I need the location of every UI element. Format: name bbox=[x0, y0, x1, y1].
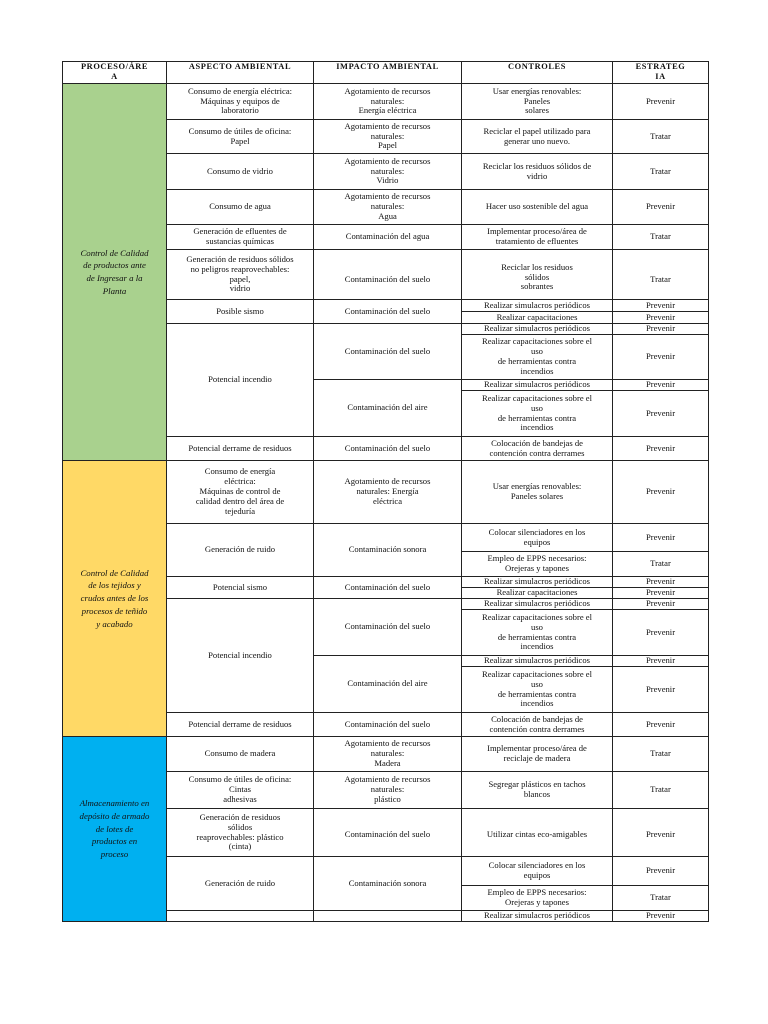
impacto-cell: Contaminación del agua bbox=[314, 225, 462, 250]
estrategia-cell: Tratar bbox=[613, 225, 709, 250]
aspecto-cell: Generación de residuos sólidos no peligros reaprovechables: papel, vidrio bbox=[167, 250, 314, 300]
controles-cell: Colocar silenciadores en los equipos bbox=[462, 857, 613, 886]
estrategia-cell: Tratar bbox=[613, 154, 709, 190]
controles-cell: Implementar proceso/área de reciclaje de madera bbox=[462, 737, 613, 772]
estrategia-cell: Prevenir bbox=[613, 391, 709, 437]
estrategia-cell: Prevenir bbox=[613, 380, 709, 391]
controles-cell: Colocar silenciadores en los equipos bbox=[462, 524, 613, 552]
controles-cell: Empleo de EPPS necesarios: Orejeras y tapones bbox=[462, 886, 613, 911]
impacto-cell: Agotamiento de recursos naturales: plástico bbox=[314, 772, 462, 809]
impacto-cell: Agotamiento de recursos naturales: Agua bbox=[314, 190, 462, 225]
controles-cell: Reciclar los residuos sólidos sobrantes bbox=[462, 250, 613, 300]
impacto-cell: Contaminación sonora bbox=[314, 524, 462, 577]
impacto-cell: Contaminación del suelo bbox=[314, 250, 462, 300]
controles-cell: Realizar simulacros periódicos bbox=[462, 599, 613, 610]
estrategia-cell: Prevenir bbox=[613, 809, 709, 857]
estrategia-cell: Prevenir bbox=[613, 588, 709, 599]
impacto-cell: Agotamiento de recursos naturales: Energía eléctrica bbox=[314, 461, 462, 524]
controles-cell: Realizar simulacros periódicos bbox=[462, 380, 613, 391]
aspecto-cell: Generación de ruido bbox=[167, 524, 314, 577]
impacto-cell: Agotamiento de recursos naturales: Papel bbox=[314, 120, 462, 154]
header-impacto: IMPACTO AMBIENTAL bbox=[314, 62, 462, 84]
estrategia-cell: Prevenir bbox=[613, 656, 709, 667]
estrategia-cell: Prevenir bbox=[613, 667, 709, 713]
estrategia-cell: Prevenir bbox=[613, 335, 709, 380]
impacto-cell: Contaminación del suelo bbox=[314, 809, 462, 857]
aspecto-cell: Consumo de agua bbox=[167, 190, 314, 225]
estrategia-cell: Prevenir bbox=[613, 713, 709, 737]
environmental-matrix-table bbox=[62, 61, 709, 922]
aspecto-cell: Consumo de energía eléctrica: Máquinas de control de calidad dentro del área de tejeduría bbox=[167, 461, 314, 524]
impacto-cell: Contaminación sonora bbox=[314, 857, 462, 911]
estrategia-cell: Tratar bbox=[613, 552, 709, 577]
impacto-cell: Agotamiento de recursos naturales: Vidrio bbox=[314, 154, 462, 190]
aspecto-cell: Consumo de energía eléctrica: Máquinas y equipos de laboratorio bbox=[167, 84, 314, 120]
aspecto-cell bbox=[167, 911, 314, 922]
estrategia-cell: Prevenir bbox=[613, 324, 709, 335]
estrategia-cell: Prevenir bbox=[613, 577, 709, 588]
header-estrategia: ESTRATEG IA bbox=[613, 62, 709, 84]
aspecto-cell: Generación de efluentes de sustancias químicas bbox=[167, 225, 314, 250]
estrategia-cell: Prevenir bbox=[613, 911, 709, 922]
estrategia-cell: Prevenir bbox=[613, 437, 709, 461]
impacto-cell: Agotamiento de recursos naturales: Energía eléctrica bbox=[314, 84, 462, 120]
impacto-cell: Contaminación del suelo bbox=[314, 437, 462, 461]
process-cell-almacenamiento-deposito: Almacenamiento en depósito de armado de lotes de productos en proceso bbox=[63, 737, 167, 922]
impacto-cell: Contaminación del suelo bbox=[314, 300, 462, 324]
impacto-cell bbox=[314, 911, 462, 922]
controles-cell: Colocación de bandejas de contención contra derrames bbox=[462, 713, 613, 737]
process-cell-control-calidad-tejidos: Control de Calidad de los tejidos y crudos antes de los procesos de teñido y acabado bbox=[63, 461, 167, 737]
impacto-cell: Contaminación del suelo bbox=[314, 599, 462, 656]
header-aspecto: ASPECTO AMBIENTAL bbox=[167, 62, 314, 84]
aspecto-cell: Consumo de vidrio bbox=[167, 154, 314, 190]
estrategia-cell: Prevenir bbox=[613, 300, 709, 312]
impacto-cell: Contaminación del suelo bbox=[314, 577, 462, 599]
controles-cell: Realizar simulacros periódicos bbox=[462, 300, 613, 312]
estrategia-cell: Prevenir bbox=[613, 857, 709, 886]
controles-cell: Realizar capacitaciones sobre el uso de herramientas contra incendios bbox=[462, 667, 613, 713]
controles-cell: Utilizar cintas eco-amigables bbox=[462, 809, 613, 857]
controles-cell: Segregar plásticos en tachos blancos bbox=[462, 772, 613, 809]
controles-cell: Implementar proceso/área de tratamiento de efluentes bbox=[462, 225, 613, 250]
aspecto-cell: Potencial incendio bbox=[167, 324, 314, 437]
controles-cell: Realizar simulacros periódicos bbox=[462, 656, 613, 667]
table-row bbox=[63, 84, 709, 120]
header-proceso: PROCESO/ÁRE A bbox=[63, 62, 167, 84]
estrategia-cell: Prevenir bbox=[613, 190, 709, 225]
impacto-cell: Contaminación del suelo bbox=[314, 713, 462, 737]
aspecto-cell: Consumo de madera bbox=[167, 737, 314, 772]
aspecto-cell: Potencial derrame de residuos bbox=[167, 437, 314, 461]
controles-cell: Colocación de bandejas de contención contra derrames bbox=[462, 437, 613, 461]
controles-cell: Realizar simulacros periódicos bbox=[462, 911, 613, 922]
aspecto-cell: Consumo de útiles de oficina: Cintas adhesivas bbox=[167, 772, 314, 809]
controles-cell: Realizar capacitaciones bbox=[462, 312, 613, 324]
aspecto-cell: Generación de residuos sólidos reaprovechables: plástico (cinta) bbox=[167, 809, 314, 857]
estrategia-cell: Prevenir bbox=[613, 524, 709, 552]
controles-cell: Usar energías renovables: Paneles solares bbox=[462, 84, 613, 120]
estrategia-cell: Tratar bbox=[613, 772, 709, 809]
estrategia-cell: Prevenir bbox=[613, 599, 709, 610]
table-row bbox=[63, 737, 709, 772]
aspecto-cell: Potencial incendio bbox=[167, 599, 314, 713]
aspecto-cell: Posible sismo bbox=[167, 300, 314, 324]
aspecto-cell: Consumo de útiles de oficina: Papel bbox=[167, 120, 314, 154]
estrategia-cell: Tratar bbox=[613, 120, 709, 154]
controles-cell: Realizar capacitaciones sobre el uso de herramientas contra incendios bbox=[462, 391, 613, 437]
controles-cell: Hacer uso sostenible del agua bbox=[462, 190, 613, 225]
table-row bbox=[63, 461, 709, 524]
controles-cell: Empleo de EPPS necesarios: Orejeras y tapones bbox=[462, 552, 613, 577]
estrategia-cell: Tratar bbox=[613, 250, 709, 300]
controles-cell: Reciclar los residuos sólidos de vidrio bbox=[462, 154, 613, 190]
impacto-cell: Agotamiento de recursos naturales: Madera bbox=[314, 737, 462, 772]
controles-cell: Reciclar el papel utilizado para generar uno nuevo. bbox=[462, 120, 613, 154]
impacto-cell: Contaminación del aire bbox=[314, 656, 462, 713]
impacto-cell: Contaminación del aire bbox=[314, 380, 462, 437]
controles-cell: Usar energías renovables: Paneles solares bbox=[462, 461, 613, 524]
process-cell-control-calidad-productos: Control de Calidad de productos ante de Ingresar a la Planta bbox=[63, 84, 167, 461]
aspecto-cell: Potencial sismo bbox=[167, 577, 314, 599]
controles-cell: Realizar simulacros periódicos bbox=[462, 324, 613, 335]
estrategia-cell: Prevenir bbox=[613, 461, 709, 524]
estrategia-cell: Tratar bbox=[613, 886, 709, 911]
estrategia-cell: Tratar bbox=[613, 737, 709, 772]
estrategia-cell: Prevenir bbox=[613, 84, 709, 120]
aspecto-cell: Potencial derrame de residuos bbox=[167, 713, 314, 737]
impacto-cell: Contaminación del suelo bbox=[314, 324, 462, 380]
header-row bbox=[63, 62, 709, 84]
aspecto-cell: Generación de ruido bbox=[167, 857, 314, 911]
header-controles: CONTROLES bbox=[462, 62, 613, 84]
controles-cell: Realizar simulacros periódicos bbox=[462, 577, 613, 588]
controles-cell: Realizar capacitaciones sobre el uso de herramientas contra incendios bbox=[462, 335, 613, 380]
controles-cell: Realizar capacitaciones sobre el uso de herramientas contra incendios bbox=[462, 610, 613, 656]
estrategia-cell: Prevenir bbox=[613, 610, 709, 656]
controles-cell: Realizar capacitaciones bbox=[462, 588, 613, 599]
estrategia-cell: Prevenir bbox=[613, 312, 709, 324]
